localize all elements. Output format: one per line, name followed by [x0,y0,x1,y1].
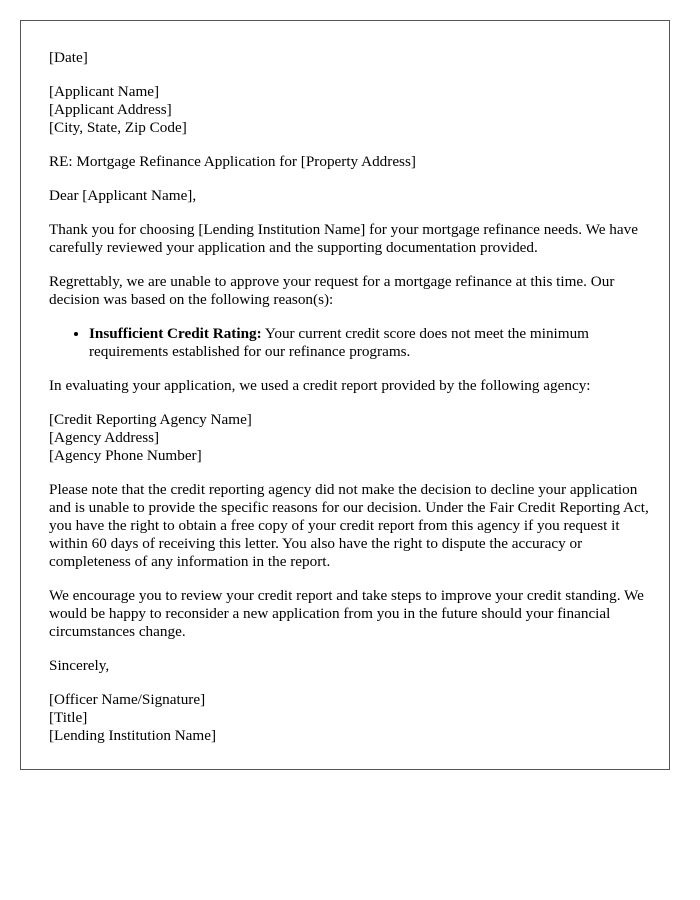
letter-page [20,20,670,770]
decision-paragraph: Regrettably, we are unable to approve your request for a mortgage refinance at this time. Our decision was based on the following reason(s): [49,273,615,308]
officer-title: [Title] [49,709,88,726]
encouragement-paragraph: We encourage you to review your credit report and take steps to improve your credit standing. We would be happy to reconsider a new application from you in the future should your financial circumstances change. [49,587,644,640]
agency-address: [Agency Address] [49,429,160,446]
date-line [49,49,649,67]
credit-report-paragraph: In evaluating your application, we used a credit report provided by the following agency: [49,377,591,394]
salutation: Dear [Applicant Name], [49,187,197,204]
subject-line: RE: Mortgage Refinance Application for [Property Address] [49,153,416,170]
reason-text: Your current credit score does not meet the minimum requirements established for our refinance programs. [89,325,589,360]
applicant-name: [Applicant Name] [49,83,160,100]
reasons-list [49,325,649,361]
applicant-city-state-zip: [City, State, Zip Code] [49,119,187,136]
intro-paragraph: Thank you for choosing [Lending Institution Name] for your mortgage refinance needs. We have carefully reviewed your application and the supporting documentation provided. [49,221,638,256]
applicant-address: [Applicant Address] [49,101,172,118]
agency-block [49,411,649,465]
signature-block [49,691,649,745]
agency-phone: [Agency Phone Number] [49,447,202,464]
institution-name: [Lending Institution Name] [49,727,217,744]
applicant-address-block [49,83,649,137]
rights-paragraph: Please note that the credit reporting agency did not make the decision to decline your application and is unable to provide the specific reasons for our decision. Under the Fair Credit Reporting Act, you have the right to obtain a free copy of your credit report from this agency if you request it within 60 days of receiving this letter. You also have the right to dispute the accuracy or completeness of any information in the report. [49,481,649,570]
agency-name: [Credit Reporting Agency Name] [49,411,252,428]
closing: Sincerely, [49,657,110,674]
reason-title: Insufficient Credit Rating: [89,325,262,342]
reason-item [89,325,649,361]
date: [Date] [49,49,88,66]
officer-name: [Officer Name/Signature] [49,691,206,708]
